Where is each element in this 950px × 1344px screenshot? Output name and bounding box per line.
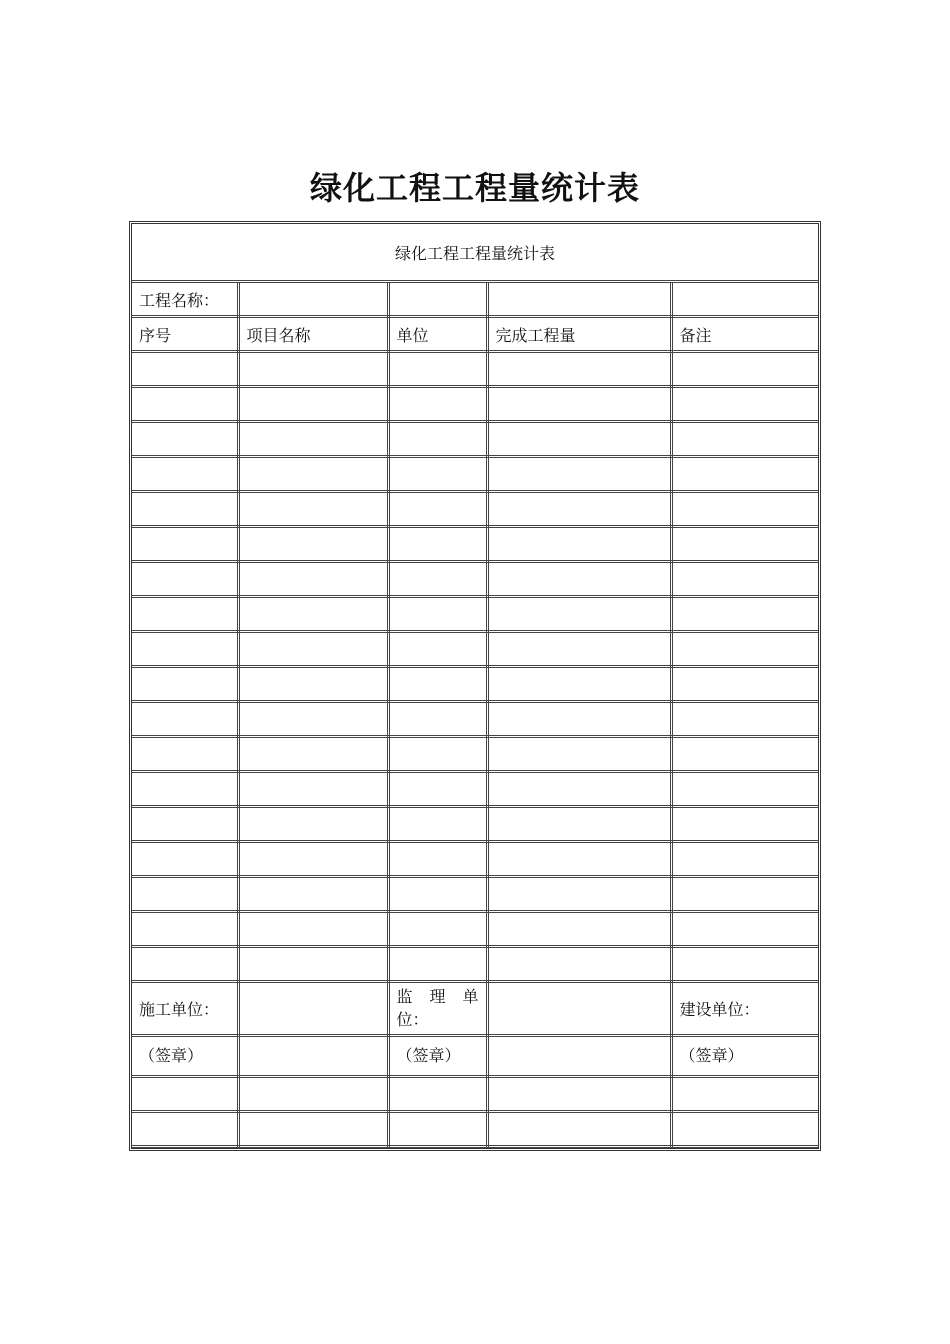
data-cell[interactable] bbox=[487, 457, 671, 492]
project-name-cell-4[interactable] bbox=[487, 282, 671, 317]
data-cell[interactable] bbox=[487, 912, 671, 947]
table-row bbox=[132, 842, 818, 877]
data-cell[interactable] bbox=[132, 387, 238, 422]
table-row bbox=[132, 492, 818, 527]
data-cell[interactable] bbox=[238, 772, 388, 807]
table-row bbox=[132, 457, 818, 492]
data-cell[interactable] bbox=[238, 842, 388, 877]
data-cell[interactable] bbox=[238, 387, 388, 422]
project-name-cell-3[interactable] bbox=[388, 282, 487, 317]
data-cell[interactable] bbox=[388, 562, 487, 597]
data-cell[interactable] bbox=[671, 842, 818, 877]
table-row bbox=[132, 597, 818, 632]
header-row bbox=[132, 317, 818, 352]
table-caption-row bbox=[132, 224, 818, 282]
data-cell[interactable] bbox=[671, 422, 818, 457]
data-cell[interactable] bbox=[238, 457, 388, 492]
header-item-name: 项目名称 bbox=[238, 317, 388, 352]
data-cell[interactable] bbox=[487, 877, 671, 912]
table-row bbox=[132, 702, 818, 737]
data-cell[interactable] bbox=[671, 597, 818, 632]
data-cell[interactable] bbox=[238, 702, 388, 737]
trailing-cell[interactable] bbox=[671, 1112, 818, 1147]
data-cell[interactable] bbox=[238, 912, 388, 947]
data-cell[interactable] bbox=[487, 947, 671, 982]
data-cell[interactable] bbox=[671, 877, 818, 912]
data-cell[interactable] bbox=[671, 702, 818, 737]
data-cell[interactable] bbox=[388, 877, 487, 912]
data-cell[interactable] bbox=[238, 422, 388, 457]
data-cell[interactable] bbox=[671, 912, 818, 947]
data-cell[interactable] bbox=[671, 387, 818, 422]
data-cell[interactable] bbox=[238, 562, 388, 597]
data-cell[interactable] bbox=[132, 772, 238, 807]
data-cell[interactable] bbox=[238, 597, 388, 632]
data-cell[interactable] bbox=[487, 492, 671, 527]
construction-seal-label: （签章） bbox=[132, 1036, 238, 1077]
data-cell[interactable] bbox=[388, 947, 487, 982]
page-title: 绿化工程工程量统计表 bbox=[309, 169, 640, 207]
data-cell[interactable] bbox=[487, 562, 671, 597]
data-cell[interactable] bbox=[487, 352, 671, 387]
data-cell[interactable] bbox=[132, 597, 238, 632]
header-completed-quantity: 完成工程量 bbox=[487, 317, 671, 352]
data-cell[interactable] bbox=[132, 632, 238, 667]
data-cell[interactable] bbox=[132, 492, 238, 527]
data-cell[interactable] bbox=[388, 842, 487, 877]
owner-seal-label: （签章） bbox=[671, 1036, 818, 1077]
data-cell[interactable] bbox=[388, 667, 487, 702]
statistics-sheet bbox=[129, 221, 821, 1151]
trailing-cell[interactable] bbox=[132, 1112, 238, 1147]
data-cell[interactable] bbox=[671, 772, 818, 807]
data-cell[interactable] bbox=[388, 492, 487, 527]
data-cell[interactable] bbox=[388, 352, 487, 387]
table-caption: 绿化工程工程量统计表 bbox=[132, 224, 818, 282]
trailing-cell[interactable] bbox=[238, 1077, 388, 1112]
table-row bbox=[132, 772, 818, 807]
data-cell[interactable] bbox=[671, 667, 818, 702]
supervision-unit-label-line1: 监 理 单 bbox=[396, 987, 479, 1006]
seal-row bbox=[132, 1036, 818, 1077]
table-row bbox=[132, 912, 818, 947]
data-cell[interactable] bbox=[487, 772, 671, 807]
table-row bbox=[132, 667, 818, 702]
data-cell[interactable] bbox=[487, 632, 671, 667]
data-cell[interactable] bbox=[487, 527, 671, 562]
table-row bbox=[132, 422, 818, 457]
data-cell[interactable] bbox=[671, 737, 818, 772]
trailing-cell[interactable] bbox=[238, 1112, 388, 1147]
data-cell[interactable] bbox=[671, 352, 818, 387]
trailing-cell[interactable] bbox=[132, 1077, 238, 1112]
data-cell[interactable] bbox=[671, 947, 818, 982]
header-unit: 单位 bbox=[388, 317, 487, 352]
data-cell[interactable] bbox=[388, 457, 487, 492]
table-row bbox=[132, 352, 818, 387]
construction-unit-label: 施工单位： bbox=[132, 982, 238, 1036]
data-cell[interactable] bbox=[388, 597, 487, 632]
supervision-seal-cell[interactable] bbox=[487, 1036, 671, 1077]
data-cell[interactable] bbox=[487, 807, 671, 842]
data-cell[interactable] bbox=[132, 947, 238, 982]
data-cell[interactable] bbox=[388, 527, 487, 562]
data-cell[interactable] bbox=[487, 737, 671, 772]
owner-unit-label: 建设单位： bbox=[671, 982, 818, 1036]
data-cell[interactable] bbox=[671, 492, 818, 527]
data-cell[interactable] bbox=[238, 527, 388, 562]
data-cell[interactable] bbox=[671, 527, 818, 562]
data-cell[interactable] bbox=[132, 912, 238, 947]
project-name-value-cell[interactable] bbox=[238, 282, 388, 317]
trailing-cell[interactable] bbox=[388, 1112, 487, 1147]
data-cell[interactable] bbox=[238, 492, 388, 527]
data-cell[interactable] bbox=[388, 772, 487, 807]
data-cell[interactable] bbox=[132, 352, 238, 387]
trailing-cell[interactable] bbox=[671, 1077, 818, 1112]
data-cell[interactable] bbox=[487, 667, 671, 702]
construction-unit-cell[interactable] bbox=[238, 982, 388, 1036]
supervision-unit-label bbox=[388, 982, 487, 1036]
data-cell[interactable] bbox=[388, 807, 487, 842]
data-cell[interactable] bbox=[238, 632, 388, 667]
data-cell[interactable] bbox=[238, 667, 388, 702]
data-cell[interactable] bbox=[238, 737, 388, 772]
data-cell[interactable] bbox=[388, 702, 487, 737]
data-cell[interactable] bbox=[132, 527, 238, 562]
data-cell[interactable] bbox=[388, 912, 487, 947]
data-cell[interactable] bbox=[671, 562, 818, 597]
table-row bbox=[132, 527, 818, 562]
data-cell[interactable] bbox=[671, 457, 818, 492]
data-cell[interactable] bbox=[388, 737, 487, 772]
data-cell[interactable] bbox=[132, 807, 238, 842]
table-row bbox=[132, 387, 818, 422]
table-row bbox=[132, 632, 818, 667]
data-cell[interactable] bbox=[671, 632, 818, 667]
table-row bbox=[132, 562, 818, 597]
data-cell[interactable] bbox=[238, 947, 388, 982]
data-cell[interactable] bbox=[388, 632, 487, 667]
project-name-label: 工程名称： bbox=[132, 282, 238, 317]
supervision-seal-label: （签章） bbox=[388, 1036, 487, 1077]
table-row bbox=[132, 1112, 818, 1147]
data-cell[interactable] bbox=[388, 387, 487, 422]
table-row bbox=[132, 807, 818, 842]
trailing-cell[interactable] bbox=[487, 1112, 671, 1147]
data-cell[interactable] bbox=[238, 352, 388, 387]
data-cell[interactable] bbox=[132, 877, 238, 912]
data-cell[interactable] bbox=[487, 422, 671, 457]
data-cell[interactable] bbox=[132, 457, 238, 492]
signature-row bbox=[132, 982, 818, 1036]
table-row bbox=[132, 737, 818, 772]
data-cell[interactable] bbox=[487, 842, 671, 877]
data-cell[interactable] bbox=[388, 422, 487, 457]
data-cell[interactable] bbox=[487, 597, 671, 632]
data-cell[interactable] bbox=[132, 702, 238, 737]
construction-seal-cell[interactable] bbox=[238, 1036, 388, 1077]
header-serial-number: 序号 bbox=[132, 317, 238, 352]
data-cell[interactable] bbox=[132, 422, 238, 457]
header-remarks: 备注 bbox=[671, 317, 818, 352]
data-cell[interactable] bbox=[238, 807, 388, 842]
data-cell[interactable] bbox=[132, 562, 238, 597]
data-cell[interactable] bbox=[132, 842, 238, 877]
project-name-row bbox=[132, 282, 818, 317]
supervision-unit-label-line2: 位： bbox=[396, 1010, 429, 1029]
data-cell[interactable] bbox=[487, 387, 671, 422]
table-row bbox=[132, 1077, 818, 1112]
table-row bbox=[132, 877, 818, 912]
trailing-cell[interactable] bbox=[388, 1077, 487, 1112]
supervision-unit-cell[interactable] bbox=[487, 982, 671, 1036]
data-cell[interactable] bbox=[132, 667, 238, 702]
data-cell[interactable] bbox=[238, 877, 388, 912]
data-cell[interactable] bbox=[671, 807, 818, 842]
trailing-cell[interactable] bbox=[487, 1077, 671, 1112]
project-name-cell-5[interactable] bbox=[671, 282, 818, 317]
quantity-table bbox=[132, 224, 818, 1148]
data-cell[interactable] bbox=[487, 702, 671, 737]
table-row bbox=[132, 947, 818, 982]
data-cell[interactable] bbox=[132, 737, 238, 772]
